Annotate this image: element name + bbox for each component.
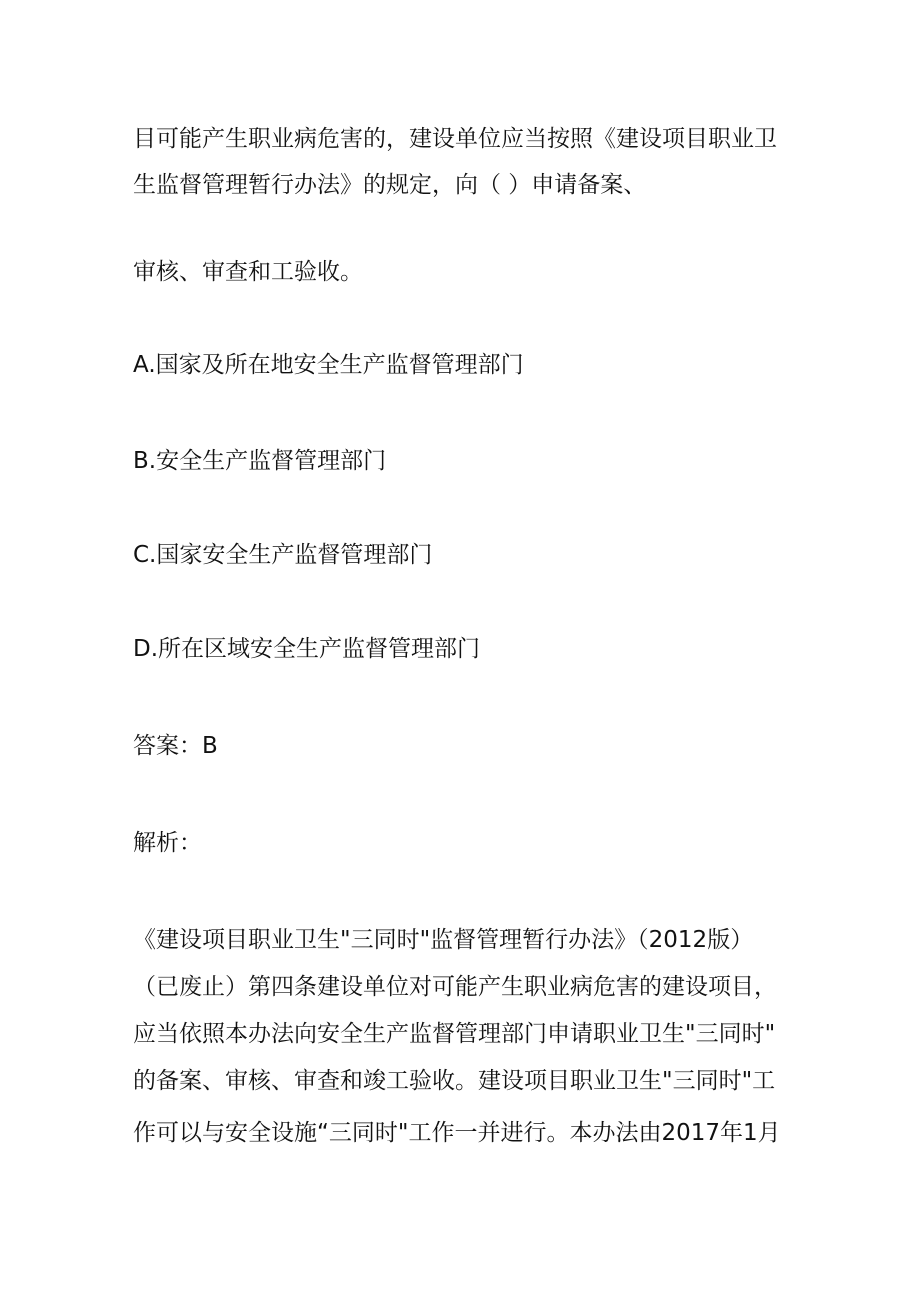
explanation-line-4: 的备案、审核、审查和竣工验收。建设项目职业卫生"三同时"工 xyxy=(133,1068,776,1094)
option-a: A.国家及所在地安全生产监督管理部门 xyxy=(133,352,524,378)
explanation-line-5: 作可以与安全设施“三同时"工作一并进行。本办法由2017年1月 xyxy=(133,1120,781,1146)
question-line-1: 目可能产生职业病危害的，建设单位应当按照《建设项目职业卫 xyxy=(133,126,777,152)
question-line-2: 生监督管理暂行办法》的规定，向（ ）申请备案、 xyxy=(133,172,647,198)
question-line-3: 审核、审查和工验收。 xyxy=(133,259,363,285)
explanation-line-1: 《建设项目职业卫生"三同时"监督管理暂行办法》（2012版） xyxy=(133,927,754,953)
option-b: B.安全生产监督管理部门 xyxy=(133,448,387,474)
explanation-line-2: （已废止）第四条建设单位对可能产生职业病危害的建设项目， xyxy=(133,974,777,1000)
explanation-label: 解析： xyxy=(133,830,202,856)
option-d: D.所在区域安全生产监督管理部门 xyxy=(133,636,481,662)
option-c: C.国家安全生产监督管理部门 xyxy=(133,542,433,568)
answer-line: 答案：B xyxy=(133,733,218,759)
explanation-line-3: 应当依照本办法向安全生产监督管理部门申请职业卫生"三同时" xyxy=(133,1021,776,1047)
